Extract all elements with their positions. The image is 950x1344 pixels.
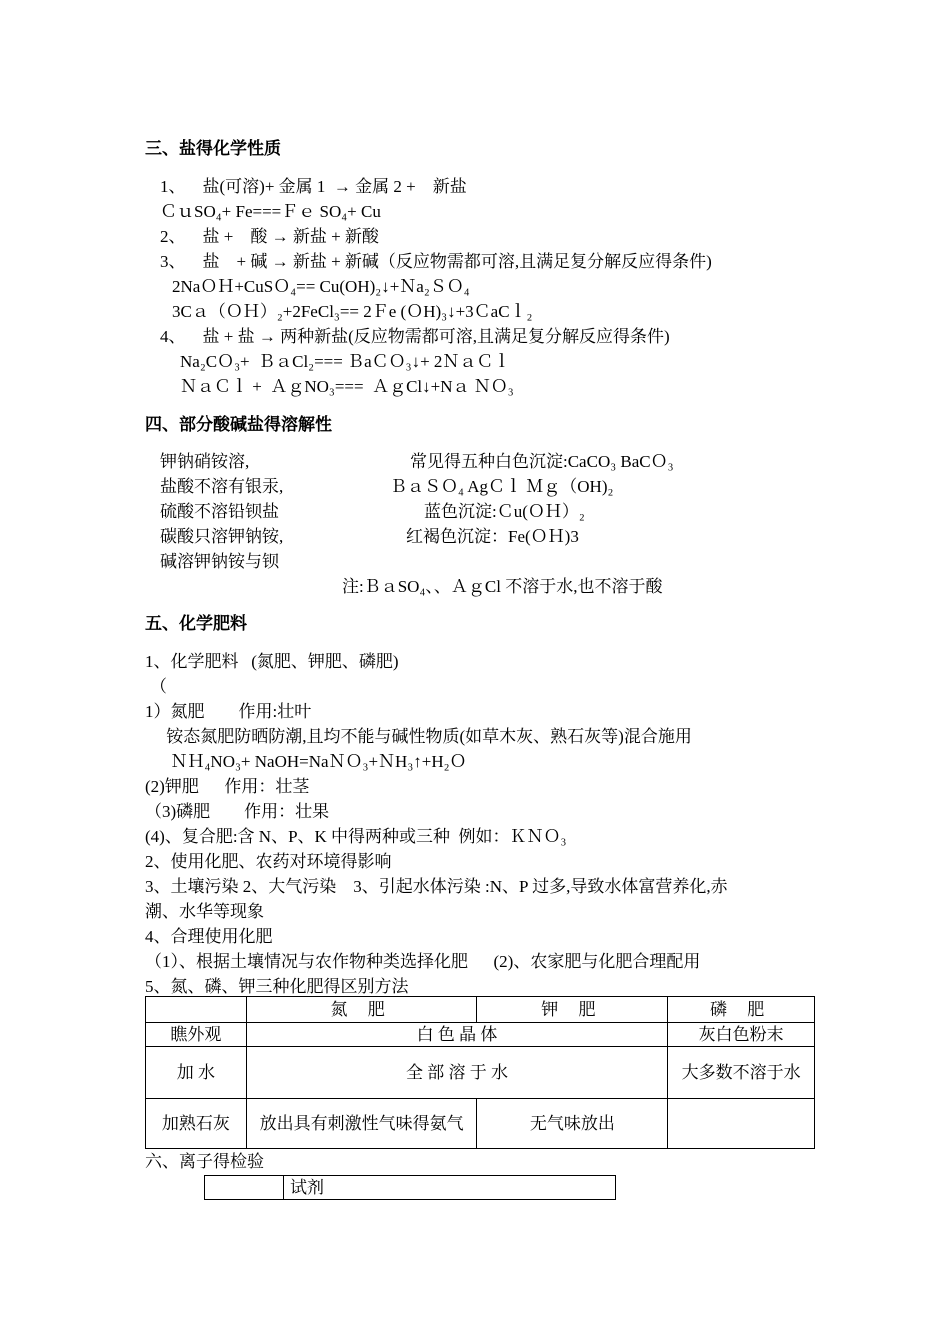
text-line: 2、使用化肥、农药对环境得影响 [145, 852, 392, 871]
text-line: 4、合理使用化肥 [145, 927, 273, 946]
text-line: 1、 盐(可溶)+ 金属 1 → 金属 2 + 新盐 [160, 177, 467, 196]
text-line: （ [150, 677, 167, 696]
text-line: 铵态氮肥防晒防潮,且均不能与碱性物质(如草木灰、熟石灰等)混合施用 [145, 727, 692, 746]
rhyme-line: 盐酸不溶有银汞, [160, 477, 284, 496]
text-line: 1、化学肥料 (氮肥、钾肥、磷肥) [145, 652, 399, 671]
text-line: （3)磷肥 作用：壮果 [145, 802, 330, 821]
rhyme-line: 钾钠硝铵溶, [160, 452, 250, 471]
equation: Na₂CＯ₃+ ＢａCl₂=== ＢaＣＯ₃↓+ 2ＮａＣｌ [180, 352, 511, 371]
table-header-cell: 试剂 [284, 1176, 616, 1200]
section-5-title: 五、化学肥料 [145, 614, 247, 633]
table-cell: 无气味放出 [477, 1099, 668, 1149]
text-line: 3、土壤污染 2、大气污染 3、引起水体污染 :N、P 过多,导致水体富营养化,赤 [145, 877, 728, 896]
rhyme-line: 硫酸不溶铅钡盐 [160, 502, 279, 521]
precipitate-line: ＢａＳＯ₄ AgＣｌ Ｍｇ（OH)₂ [390, 477, 614, 496]
table-cell: 全 部 溶 于 水 [246, 1047, 667, 1099]
text-line: (4)、复合肥:含 N、P、K 中得两种或三种 例如：ＫＮＯ₃ [145, 827, 567, 846]
text-line: 1）氮肥 作用:壮叶 [145, 702, 312, 721]
table-cell [668, 1099, 815, 1149]
equation: ＮＨ₄NO₃+ NaOH=NaＮＯ₃+ＮH₃↑+H₂Ｏ [145, 752, 467, 771]
section-6-title: 六、离子得检验 [145, 1152, 264, 1171]
note: 注:ＢａSO₄、、ＡｇCl 不溶于水,也不溶于酸 [342, 577, 663, 596]
precipitate-line: 红褐色沉淀：Fe(ＯＨ)3 [406, 527, 579, 546]
table-header-cell: 氮 肥 [246, 997, 477, 1023]
table-cell: 放出具有刺激性气味得氨气 [246, 1099, 477, 1149]
table-cell: 加 水 [146, 1047, 247, 1099]
table-header-cell [146, 997, 247, 1023]
fertilizer-table [145, 996, 815, 1149]
table-cell: 大多数不溶于水 [668, 1047, 815, 1099]
precipitate-line: 常见得五种白色沉淀:CaCO₃ BaCＯ₃ [410, 452, 674, 471]
text-line: 3、 盐 + 碱 → 新盐 + 新碱（反应物需都可溶,且满足复分解反应得条件) [160, 252, 712, 271]
text-line: 5、氮、磷、钾三种化肥得区别方法 [145, 977, 409, 996]
table-cell: 加熟石灰 [146, 1099, 247, 1149]
text-line: 4、 盐 + 盐 → 两种新盐(反应物需都可溶,且满足复分解反应得条件) [160, 327, 670, 346]
text-line: ＣｕSO₄+ Fe===Ｆｅ SO₄+ Cu [160, 202, 381, 221]
table-header-cell [205, 1176, 284, 1200]
precipitate-line: 蓝色沉淀:Ｃu(ＯＨ）₂ [424, 502, 585, 521]
text-line: 2、 盐 + 酸 → 新盐 + 新酸 [160, 227, 379, 246]
equation: 2NaＯＨ+CuSＯ₄== Cu(OH)₂↓+Ｎa₂ＳＯ₄ [172, 277, 470, 296]
equation: ＮａＣｌ + ＡｇNO₃=== ＡｇCl↓+Nａ ＮＯ₃ [180, 377, 514, 396]
table-cell: 灰白色粉末 [668, 1023, 815, 1047]
text-line: （1）、根据土壤情况与农作物种类选择化肥 (2)、农家肥与化肥合理配用 [145, 952, 701, 971]
equation: 3Cａ（ＯＨ）₂+2FeCl₃== 2Ｆe (ＯH)₃↓+3ＣaCｌ₂ [172, 302, 533, 321]
section-4-title: 四、部分酸碱盐得溶解性 [145, 415, 332, 434]
ion-test-table [204, 1175, 616, 1200]
text-line: 潮、水华等现象 [145, 902, 264, 921]
table-cell: 白 色 晶 体 [246, 1023, 667, 1047]
table-header-cell: 钾 肥 [477, 997, 668, 1023]
rhyme-line: 碳酸只溶钾钠铵, [160, 527, 284, 546]
table-cell: 瞧外观 [146, 1023, 247, 1047]
table-header-cell: 磷 肥 [668, 997, 815, 1023]
section-3-title: 三、盐得化学性质 [145, 139, 281, 158]
rhyme-line: 碱溶钾钠铵与钡 [160, 552, 279, 571]
text-line: (2)钾肥 作用：壮茎 [145, 777, 310, 796]
